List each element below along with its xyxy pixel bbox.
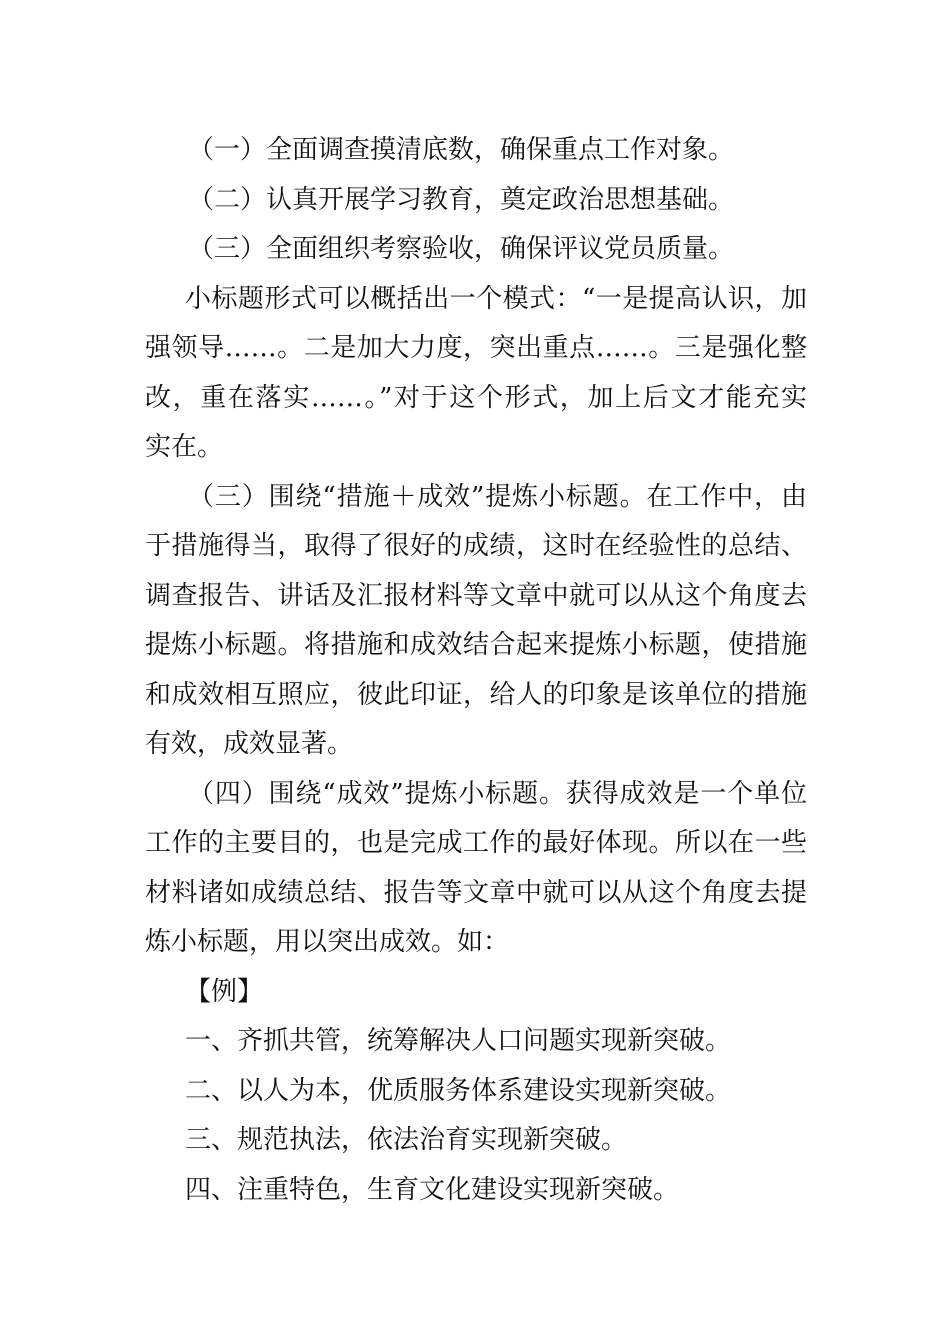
paragraph-line: 小标题形式可以概括出一个模式：“一是提高认识，加 [185,283,807,314]
document-body [145,126,807,1215]
example-item: 一、齐抓共管，统筹解决人口问题实现新突破。 [185,1026,732,1056]
paragraph-line: 材料诸如成绩总结、报告等文章中就可以从这个角度去提 [145,877,807,908]
example-item: 四、注重特色，生育文化建设实现新突破。 [185,1174,680,1205]
top-list [145,126,807,275]
paragraph-line: 于措施得当，取得了很好的成绩，这时在经验性的总结、 [145,531,807,561]
paragraph-results [145,770,807,968]
paragraph-measures [145,473,807,770]
paragraph-line: 强领导……。二是加大力度，突出重点……。三是强化整 [145,333,807,363]
paragraph-line: （四）围绕“成效”提炼小标题。获得成效是一个单位 [188,778,807,809]
paragraph-line: 和成效相互照应，彼此印证，给人的印象是该单位的措施 [145,679,807,710]
example-list [145,1017,807,1215]
paragraph-pattern [145,275,807,473]
paragraph-line: 调查报告、讲话及汇报材料等文章中就可以从这个角度去 [145,580,807,611]
example-item: 二、以人为本，优质服务体系建设实现新突破。 [185,1075,732,1106]
list-item: （一）全面调查摸清底数，确保重点工作对象。 [188,135,735,165]
paragraph-line: 工作的主要目的，也是完成工作的最好体现。所以在一些 [145,828,807,858]
paragraph-line: 有效，成效显著。 [145,729,354,759]
paragraph-line: 改，重在落实……。”对于这个形式，加上后文才能充实 [145,382,807,413]
paragraph-line: （三）围绕“措施＋成效”提炼小标题。在工作中，由 [188,481,807,512]
example-item: 三、规范执法，依法治育实现新突破。 [185,1125,628,1155]
list-item: （二）认真开展学习教育，奠定政治思想基础。 [188,184,735,215]
list-item: （三）全面组织考察验收，确保评议党员质量。 [188,234,735,264]
paragraph-line: 提炼小标题。将措施和成效结合起来提炼小标题，使措施 [145,630,807,660]
paragraph-line: 炼小标题，用以突出成效。如： [145,927,510,957]
paragraph-line: 实在。 [145,432,224,462]
example-label: 【例】 [185,976,264,1007]
